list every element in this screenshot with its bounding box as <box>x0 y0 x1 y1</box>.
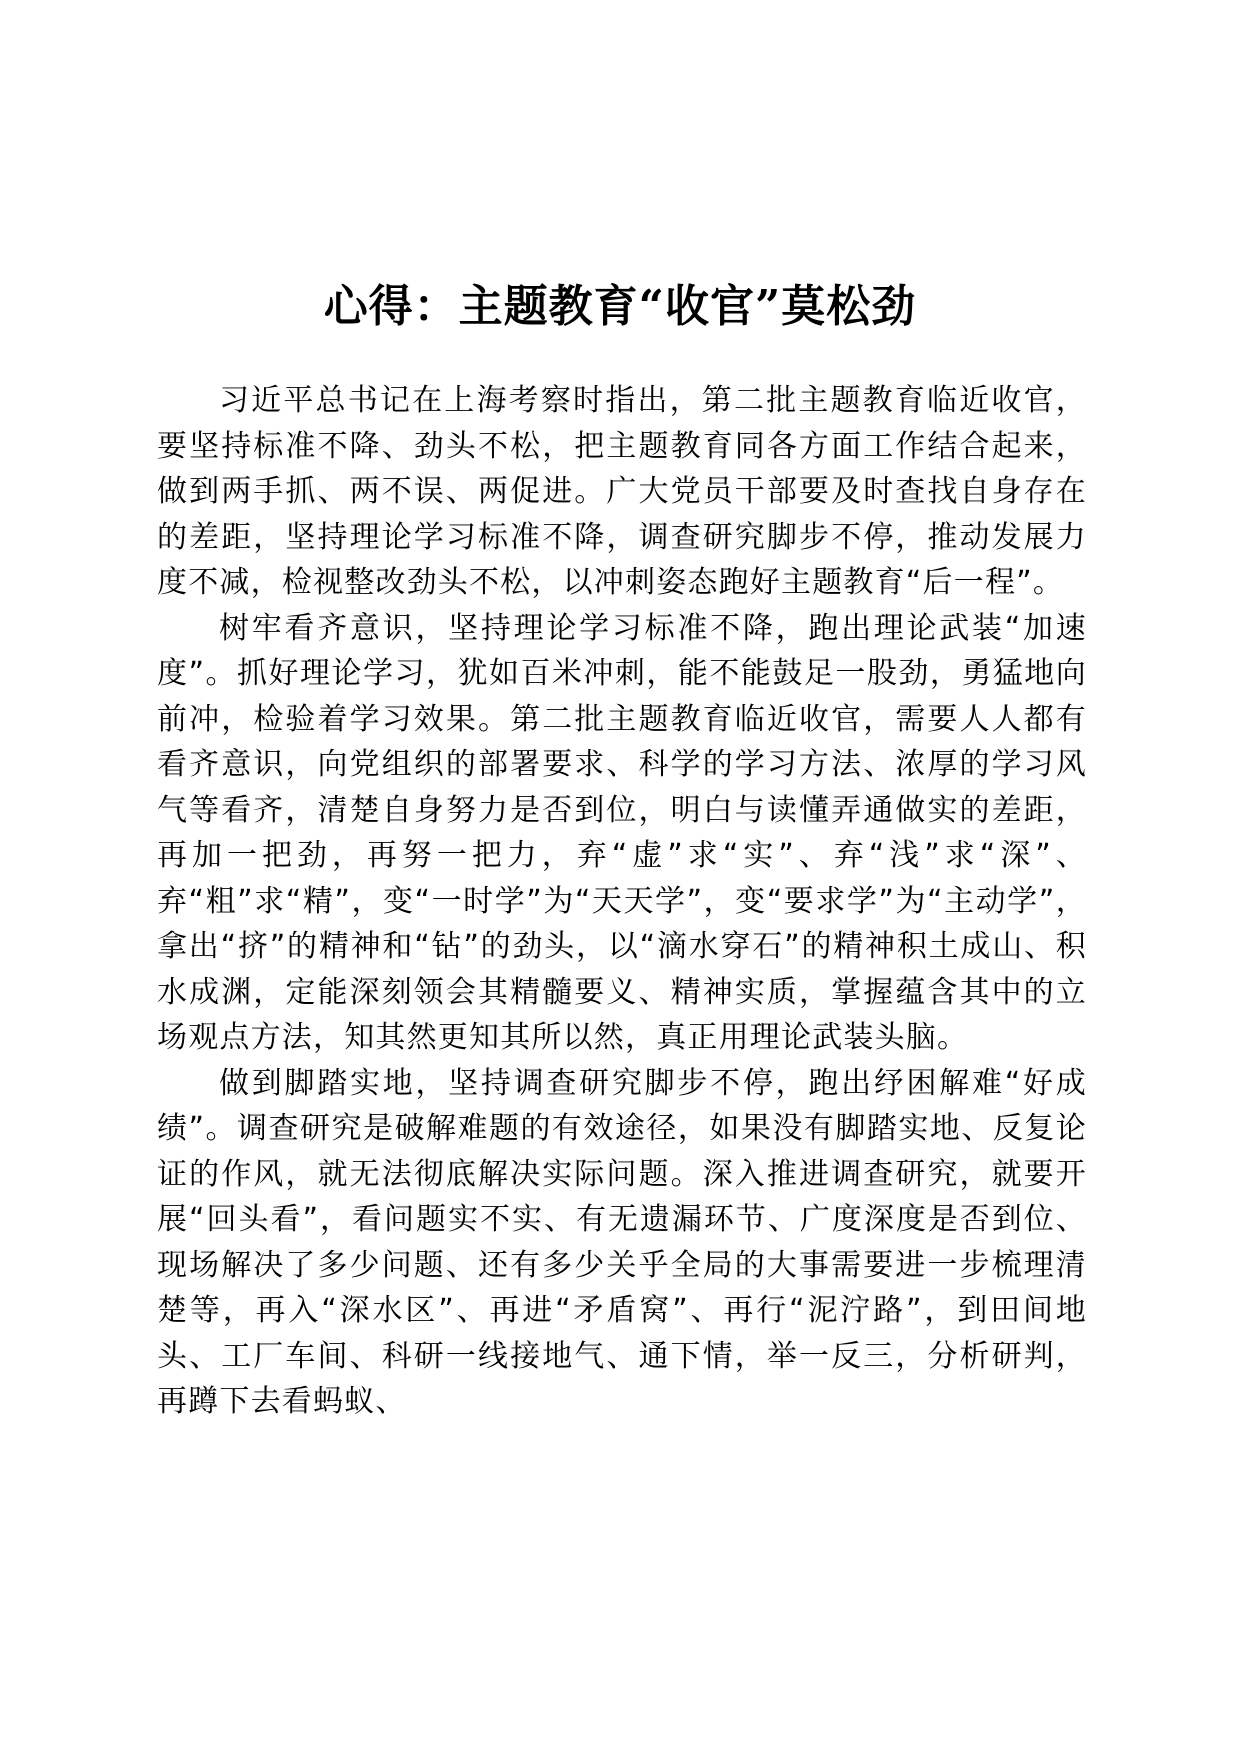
paragraph-intro: 习近平总书记在上海考察时指出，第二批主题教育临近收官，要坚持标准不降、劲头不松，把主题教育同各方面工作结合起来，做到两手抓、两不误、两促进。广大党员干部要及时查找自身存在的差距，坚持理论学习标准不降，调查研究脚步不停，推动发展力度不减，检视整改劲头不松，以冲刺姿态跑好主题教育“后一程”。 <box>157 383 1087 600</box>
paragraph-theory-study: 树牢看齐意识，坚持理论学习标准不降，跑出理论武装“加速度”。抓好理论学习，犹如百米冲刺，能不能鼓足一股劲，勇猛地向前冲，检验着学习效果。第二批主题教育临近收官，需要人人都有看齐意识，向党组织的部署要求、科学的学习方法、浓厚的学习风气等看齐，清楚自身努力是否到位，明白与读懂弄通做实的差距，再加一把劲，再努一把力，弃“虚”求“实”、弃“浅”求“深”、弃“粗”求“精”，变“一时学”为“天天学”，变“要求学”为“主动学”，拿出“挤”的精神和“钻”的劲头，以“滴水穿石”的精神积土成山、积水成渊，定能深刻领会其精髓要义、精神实质，掌握蕴含其中的立场观点方法，知其然更知其所以然，真正用理论武装头脑。 <box>157 610 1087 1055</box>
paragraph-investigation: 做到脚踏实地，坚持调查研究脚步不停，跑出纾困解难“好成绩”。调查研究是破解难题的有效途径，如果没有脚踏实地、反复论证的作风，就无法彻底解决实际问题。深入推进调查研究，就要开展“回头看”，看问题实不实、有无遗漏环节、广度深度是否到位、现场解决了多少问题、还有多少关乎全局的大事需要进一步梳理清楚等，再入“深水区”、再进“矛盾窝”、再行“泥泞路”，到田间地头、工厂车间、科研一线接地气、通下情，举一反三，分析研判，再蹲下去看蚂蚁、 <box>157 1065 1087 1419</box>
document-body <box>157 378 1087 1425</box>
document-title: 心得：主题教育“收官”莫松劲 <box>323 281 917 333</box>
